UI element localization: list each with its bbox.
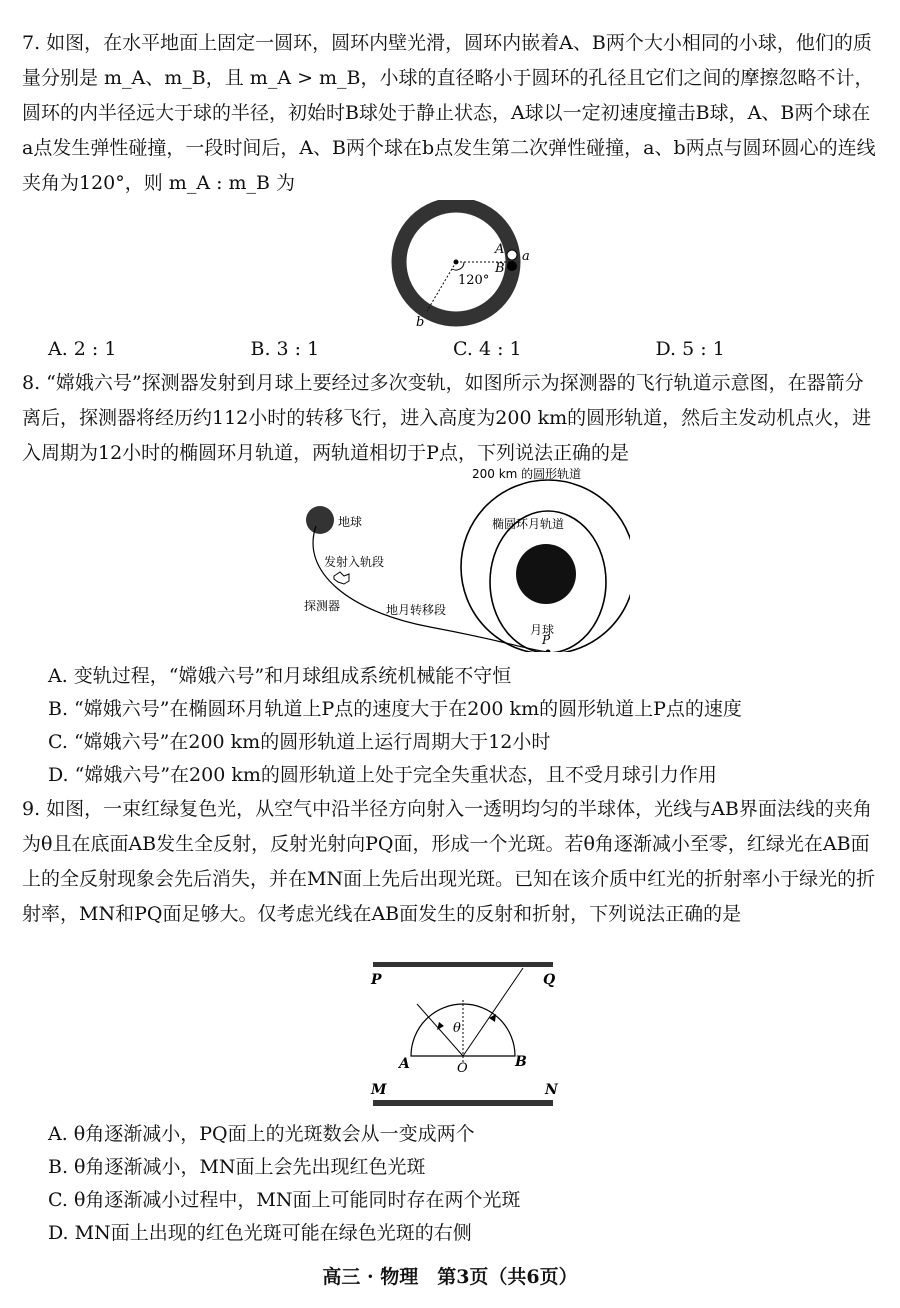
launch-phase-label: 发射入轨段 bbox=[324, 555, 385, 569]
transfer-phase-label: 地月转移段 bbox=[386, 603, 447, 617]
question-9-options bbox=[48, 1118, 878, 1250]
ball-a-label: A bbox=[495, 242, 505, 257]
circular-orbit-label: 200 km 的圆形轨道 bbox=[472, 467, 582, 481]
n-label: N bbox=[545, 1082, 558, 1098]
q-label: Q bbox=[543, 972, 556, 988]
probe-label: 探测器 bbox=[304, 599, 341, 613]
p-label: P bbox=[371, 972, 382, 988]
b-label: B bbox=[515, 1054, 527, 1070]
orbit-figure bbox=[290, 462, 630, 652]
option-c[interactable]: C. θ角逐渐减小过程中，MN面上可能同时存在两个光斑 bbox=[48, 1189, 521, 1211]
option-d[interactable]: D. 5 : 1 bbox=[655, 338, 725, 360]
point-p-label: P bbox=[542, 633, 551, 647]
earth-label: 地球 bbox=[338, 515, 363, 529]
question-8 bbox=[22, 366, 878, 471]
option-a[interactable]: A. 变轨过程，“嫦娥六号”和月球组成系统机械能不守恒 bbox=[48, 665, 512, 687]
question-7-options bbox=[48, 338, 858, 360]
option-d[interactable]: D. “嫦娥六号”在200 km的圆形轨道上处于完全失重状态，且不受月球引力作用 bbox=[48, 764, 717, 786]
ball-b-label: B bbox=[495, 261, 505, 276]
option-a[interactable]: A. θ角逐渐减小，PQ面上的光斑数会从一变成两个 bbox=[48, 1123, 475, 1145]
question-7-text: 7. 如图，在水平地面上固定一圆环，圆环内壁光滑，圆环内嵌着A、B两个大小相同的小球，他们的质量分别是 m_A、m_B，且 m_A > m_B，小球的直径略小于圆环的孔径且它们之间的摩擦忽略不计，圆环的内半径远大于球的半径，初始时B球处于静止状态，A球以一定初速度撞击B球，A、B两个球在a点发生弹性碰撞，一段时间后，A、B两个球在b点发生第二次弹性碰撞，a、b两点与圆环圆心的连线夹角为120°，则 m_A : m_B 为 bbox=[22, 32, 876, 194]
elliptical-orbit-label: 椭圆环月轨道 bbox=[492, 517, 565, 531]
m-label: M bbox=[371, 1082, 387, 1098]
o-label: O bbox=[457, 1061, 468, 1076]
point-a-label: a bbox=[522, 249, 530, 264]
option-b[interactable]: B. 3 : 1 bbox=[250, 338, 320, 360]
question-9 bbox=[22, 792, 878, 932]
option-c[interactable]: C. 4 : 1 bbox=[453, 338, 522, 360]
moon-label: 月球 bbox=[530, 623, 555, 637]
ring-figure bbox=[380, 200, 540, 330]
angle-120-label: 120° bbox=[458, 273, 490, 288]
option-a[interactable]: A. 2 : 1 bbox=[48, 338, 117, 360]
question-9-text: 9. 如图，一束红绿复色光，从空气中沿半径方向射入一透明均匀的半球体，光线与AB界面法线的夹角为θ且在底面AB发生全反射，反射光射向PQ面，形成一个光斑。若θ角逐渐减小至零，红绿光在AB面上的全反射现象会先后消失，并在MN面上先后出现光斑。已知在该介质中红光的折射率小于绿光的折射率，MN和PQ面足够大。仅考虑光线在AB面发生的反射和折射，下列说法正确的是 bbox=[22, 798, 876, 925]
question-8-text: 8. “嫦娥六号”探测器发射到月球上要经过多次变轨，如图所示为探测器的飞行轨道示意图，在器箭分离后，探测器将经历约112小时的转移飞行，进入高度为200 km的圆形轨道，然后主发动机点火，进入周期为12小时的椭圆环月轨道，两轨道相切于P点，下列说法正确的是 bbox=[22, 372, 872, 464]
option-b[interactable]: B. θ角逐渐减小，MN面上会先出现红色光斑 bbox=[48, 1156, 426, 1178]
option-c[interactable]: C. “嫦娥六号”在200 km的圆形轨道上运行周期大于12小时 bbox=[48, 731, 551, 753]
theta-label: θ bbox=[453, 1021, 461, 1036]
option-b[interactable]: B. “嫦娥六号”在椭圆环月轨道上P点的速度大于在200 km的圆形轨道上P点的速度 bbox=[48, 698, 742, 720]
option-d[interactable]: D. MN面上出现的红色光斑可能在绿色光斑的右侧 bbox=[48, 1222, 472, 1244]
question-8-options bbox=[48, 660, 878, 792]
point-b-label: b bbox=[416, 315, 425, 330]
a-label: A bbox=[399, 1056, 410, 1072]
page-footer: 高三 · 物理 第3页（共6页） bbox=[322, 1266, 578, 1288]
hemisphere-figure bbox=[365, 960, 565, 1112]
question-7 bbox=[22, 26, 878, 201]
